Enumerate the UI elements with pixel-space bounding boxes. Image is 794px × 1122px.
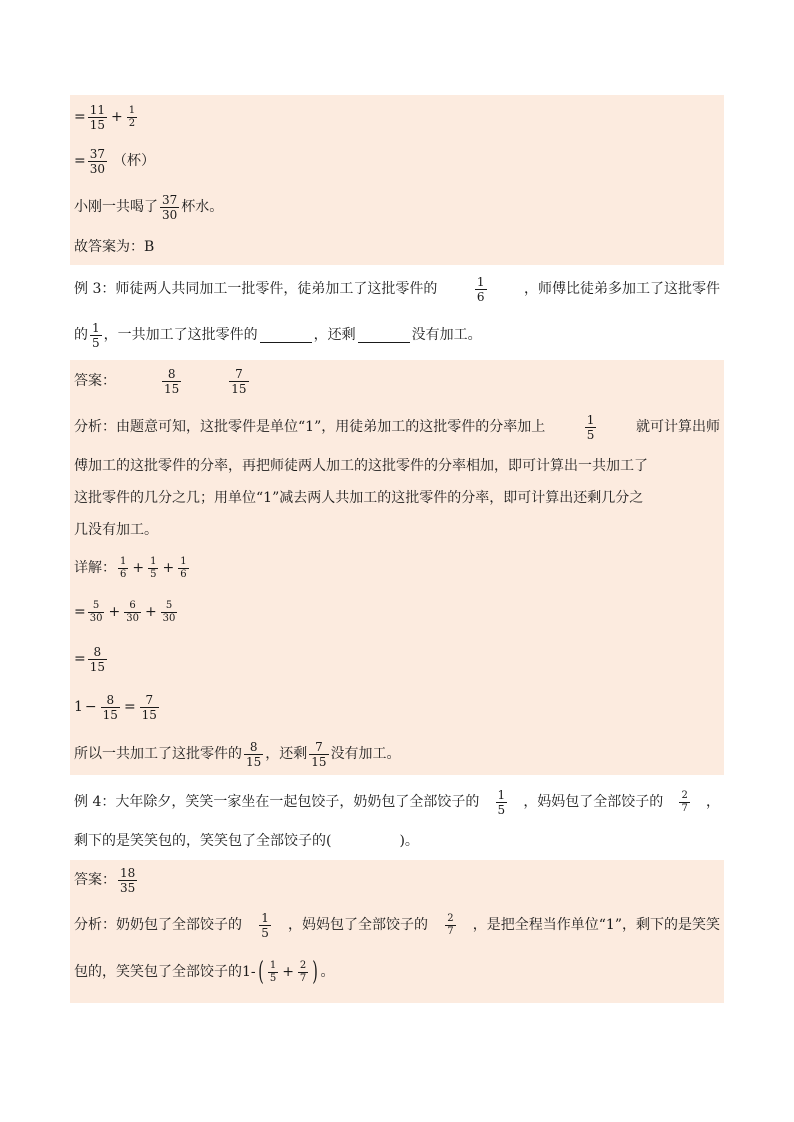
analysis-line (74, 410, 720, 444)
text: 就可计算出师 (636, 419, 720, 435)
equals-sign: = (123, 699, 136, 715)
text: 剩下的是笑笑包的，笑笑包了全部饺子的( (74, 833, 332, 849)
fraction: $\frac{8}{15}$ (89, 644, 106, 674)
equals-sign: = (74, 109, 86, 125)
fraction: $\frac{7}{15}$ (231, 366, 247, 396)
detail-line (74, 596, 179, 628)
fraction: $\frac{7}{15}$ (311, 739, 327, 769)
text: ，还剩 (313, 327, 356, 343)
text: 小刚一共喝了 (74, 199, 158, 215)
text: 所以一共加工了这批零件的 (74, 746, 242, 762)
fraction: $\frac{1}{6}$ (120, 555, 127, 580)
fraction: $\frac{1}{6}$ (180, 555, 187, 580)
fraction: $\frac{1}{5}$ (269, 959, 277, 984)
analysis-line (74, 908, 720, 942)
answer-line (74, 235, 154, 259)
text: ，一共加工了这批零件的 (103, 327, 258, 343)
left-paren: ( (257, 957, 264, 987)
answer-line (74, 364, 251, 398)
text: 分析：由题意可知，这批零件是单位“1”，用徒弟加工的这批零件的分率加上 (74, 419, 546, 435)
fraction: $\frac{5}{30}$ (89, 599, 103, 624)
fraction: $\frac{8}{15}$ (102, 692, 118, 722)
answer-label: 答案： (74, 872, 116, 888)
text: 傅加工的这批零件的分率，再把师徒两人加工的这批零件的分率相加，即可计算出一共加工了 (74, 458, 648, 474)
equals-sign: = (74, 604, 86, 620)
fraction: $\frac{1}{5}$ (92, 320, 100, 350)
equals-sign: = (74, 153, 86, 169)
summary-line (74, 737, 401, 771)
text: ，师傅比徒弟多加工了这批零件 (524, 281, 720, 297)
text: 例 4：大年除夕，笑笑一家坐在一起包饺子，奶奶包了全部饺子的 (74, 794, 480, 810)
plus-sign: + (144, 604, 157, 620)
text: 。 (320, 964, 335, 980)
answer-blank[interactable] (260, 328, 312, 343)
question-line (74, 272, 720, 306)
text: )。 (399, 833, 419, 849)
fraction: $\frac{5}{30}$ (162, 599, 176, 624)
answer-label: 答案： (74, 373, 116, 389)
answer-text: 故答案为：B (74, 239, 155, 255)
text: ，妈妈包了全部饺子的 (523, 794, 664, 810)
equation-line (74, 102, 139, 132)
text: ，还剩 (265, 746, 308, 762)
fraction: $\frac{2}{7}$ (681, 789, 688, 814)
fraction: $\frac{18}{35}$ (120, 865, 136, 895)
number: 1 (242, 964, 251, 980)
fraction: $\frac{8}{15}$ (164, 366, 180, 396)
plus-sign: + (111, 109, 123, 125)
number: 1 (74, 699, 83, 715)
text: 杯水。 (181, 199, 224, 215)
fraction: $\frac{1}{6}$ (476, 274, 485, 304)
text-line (74, 192, 223, 222)
text: ，是把全程当作单位“1”，剩下的是笑笑 (472, 917, 720, 933)
plus-sign: + (108, 604, 121, 620)
fraction: $\frac{1}{2}$ (128, 104, 136, 129)
fraction: $\frac{7}{15}$ (141, 692, 157, 722)
detail-line (74, 552, 191, 584)
text: 没有加工。 (330, 746, 401, 762)
plus-sign: + (132, 560, 145, 576)
fraction: $\frac{2}{7}$ (447, 912, 454, 937)
text: 没有加工。 (411, 327, 482, 343)
answer-line (74, 864, 139, 896)
fraction: $\frac{6}{30}$ (126, 599, 139, 624)
question-line (74, 318, 482, 352)
text: 的 (74, 327, 88, 343)
fraction: $\frac{1}{5}$ (586, 412, 595, 442)
fraction: $\frac{8}{15}$ (246, 739, 262, 769)
solution-block-1 (70, 95, 724, 265)
plus-sign: + (282, 964, 294, 980)
answer-blank[interactable] (358, 328, 410, 343)
plus-sign: + (162, 560, 175, 576)
detail-line (74, 642, 109, 676)
detail-line (74, 690, 161, 724)
fraction: $\frac{1}{5}$ (497, 787, 506, 817)
minus-sign: − (84, 699, 97, 715)
text: 分析：奶奶包了全部饺子的 (74, 917, 242, 933)
text: 几没有加工。 (74, 522, 158, 538)
right-paren: ) (312, 957, 319, 987)
analysis-line (74, 454, 648, 478)
question-line (74, 829, 419, 853)
minus-sign: - (250, 964, 256, 980)
fraction: $\frac{37}{30}$ (89, 146, 106, 176)
text: 包的，笑笑包了全部饺子的 (74, 964, 242, 980)
analysis-line (74, 954, 334, 990)
unit-label: （杯） (113, 153, 156, 169)
fraction: $\frac{11}{15}$ (89, 102, 106, 132)
equation-line (74, 146, 155, 176)
text: ，妈妈包了全部饺子的 (288, 917, 429, 933)
analysis-line (74, 486, 643, 510)
equals-sign: = (74, 651, 86, 667)
detail-label: 详解： (74, 560, 116, 576)
analysis-line (74, 518, 158, 542)
fraction: $\frac{1}{5}$ (150, 555, 157, 580)
text: 这批零件的几分之几；用单位“1”减去两人共加工的这批零件的分率，即可计算出还剩几分之 (74, 490, 644, 506)
fraction: $\frac{1}{5}$ (261, 910, 269, 940)
question-line (74, 785, 720, 819)
fraction: $\frac{37}{30}$ (162, 192, 178, 222)
fraction: $\frac{2}{7}$ (299, 959, 307, 984)
text: ， (706, 794, 720, 810)
text: 例 3：师徒两人共同加工一批零件，徒弟加工了这批零件的 (74, 281, 438, 297)
